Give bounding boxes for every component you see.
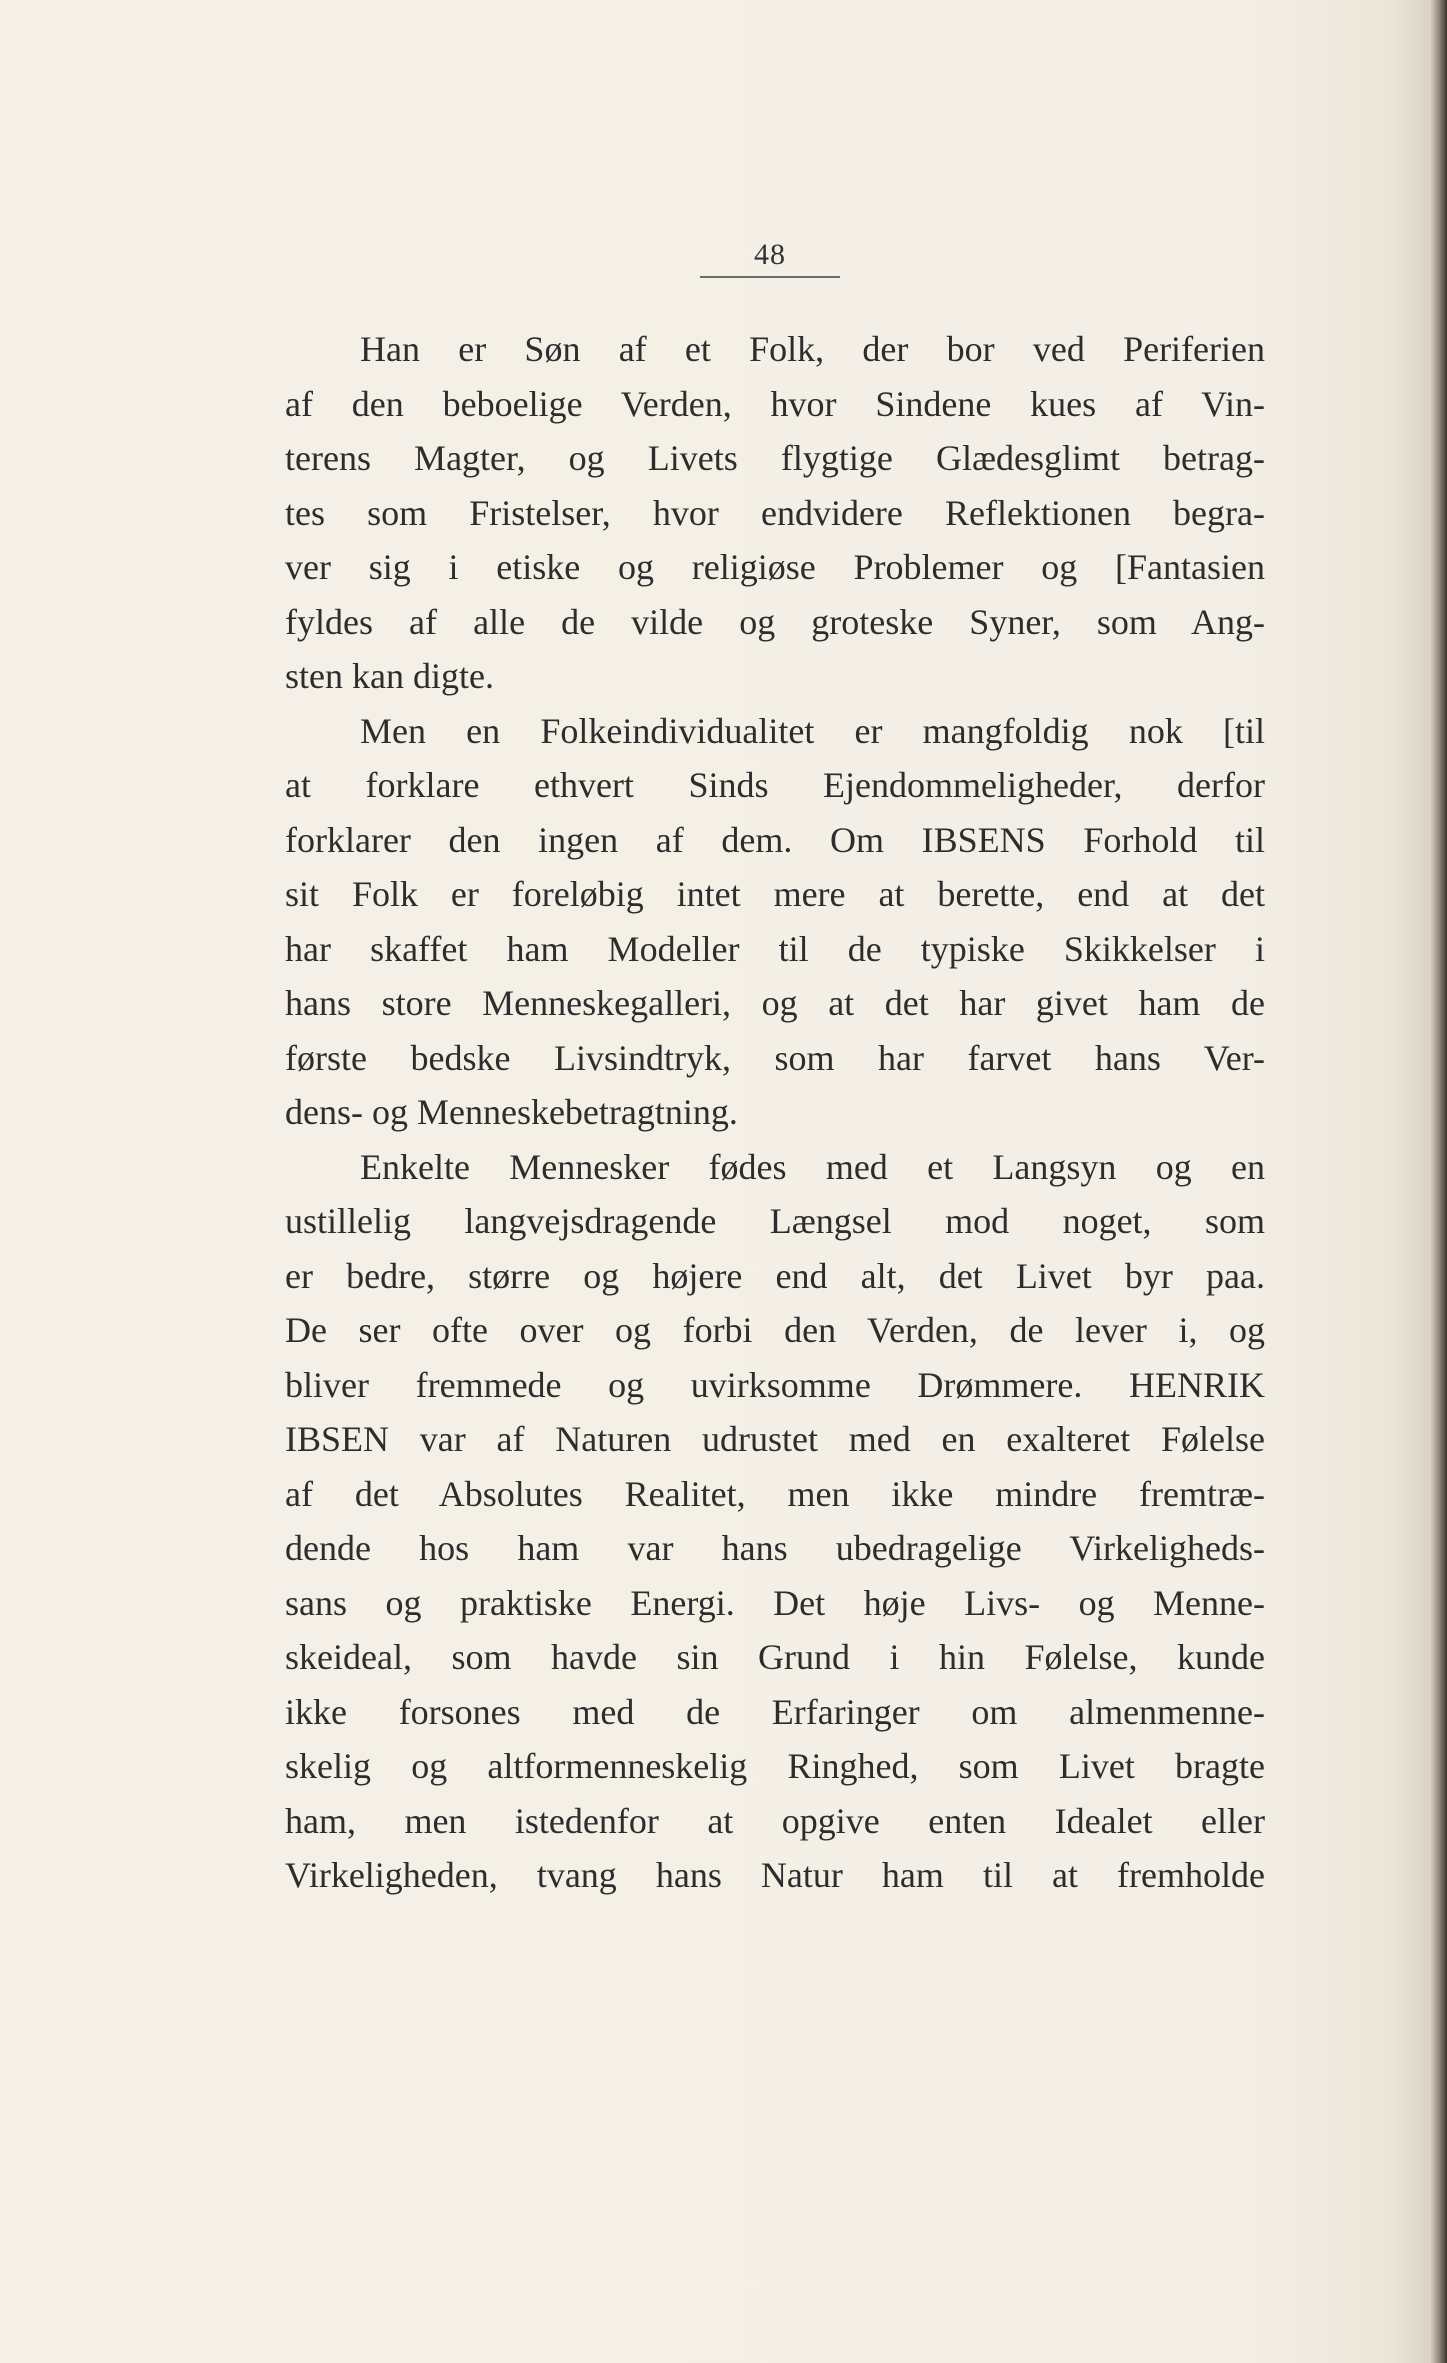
text-line: af det Absolutes Realitet, men ikke mindre fremtræ- [285,1473,1265,1514]
page-number-rule [700,276,840,278]
text-line: af den beboelige Verden, hvor Sindene kues af Vin- [285,383,1265,424]
page-number: 48 [754,238,786,271]
text-line: sans og praktiske Energi. Det høje Livs- og Menne- [285,1582,1265,1623]
text-line: terens Magter, og Livets flygtige Glædesglimt betrag- [285,438,1265,478]
text-line: Han er Søn af et Folk, der bor ved Periferien [360,329,1265,369]
text-line: skeideal, som havde sin Grund i hin Følelse, kunde [285,1637,1265,1677]
text-line: IBSEN var af Naturen udrustet med en exalteret Følelse [285,1419,1265,1459]
text-line: ustillelig langvejsdragende Længsel mod noget, som [285,1201,1265,1241]
text-line: sten kan digte. [285,656,494,696]
text-line: ham, men istedenfor at opgive enten Idealet eller [285,1800,1265,1841]
text-line: hans store Menneskegalleri, og at det har givet ham de [285,983,1265,1023]
text-line: dende hos ham var hans ubedragelige Virkeligheds- [285,1528,1265,1568]
text-line: forklarer den ingen af dem. Om IBSENS Forhold til [285,819,1265,860]
text-line: Virkeligheden, tvang hans Natur ham til at fremholde [285,1855,1265,1895]
text-line: dens- og Menneskebetragtning. [285,1092,738,1132]
text-line: at forklare ethvert Sinds Ejendommeligheder, derfor [285,765,1265,805]
text-line: ikke forsones med de Erfaringer om almenmenne- [285,1691,1265,1732]
text-line: tes som Fristelser, hvor endvidere Reflektionen begra- [285,492,1265,533]
text-line: Men en Folkeindividualitet er mangfoldig nok [til [360,710,1265,751]
page-edge-shadow [1429,0,1447,2363]
body-text [285,322,1265,1903]
text-line: sit Folk er foreløbig intet mere at berette, end at det [285,874,1265,914]
text-line: er bedre, større og højere end alt, det Livet byr paa. [285,1255,1265,1296]
text-line: bliver fremmede og uvirksomme Drømmere. HENRIK [285,1364,1265,1405]
text-line: Enkelte Mennesker fødes med et Langsyn og en [360,1146,1265,1187]
text-line: har skaffet ham Modeller til de typiske Skikkelser i [285,928,1265,969]
text-line: fyldes af alle de vilde og groteske Syner, som Ang- [285,601,1265,642]
text-line: ver sig i etiske og religiøse Problemer og [Fantasien [285,547,1265,587]
text-line: første bedske Livsindtryk, som har farvet hans Ver- [285,1037,1265,1078]
text-line: skelig og altformenneskelig Ringhed, som Livet bragte [285,1746,1265,1786]
text-line: De ser ofte over og forbi den Verden, de lever i, og [285,1310,1265,1350]
